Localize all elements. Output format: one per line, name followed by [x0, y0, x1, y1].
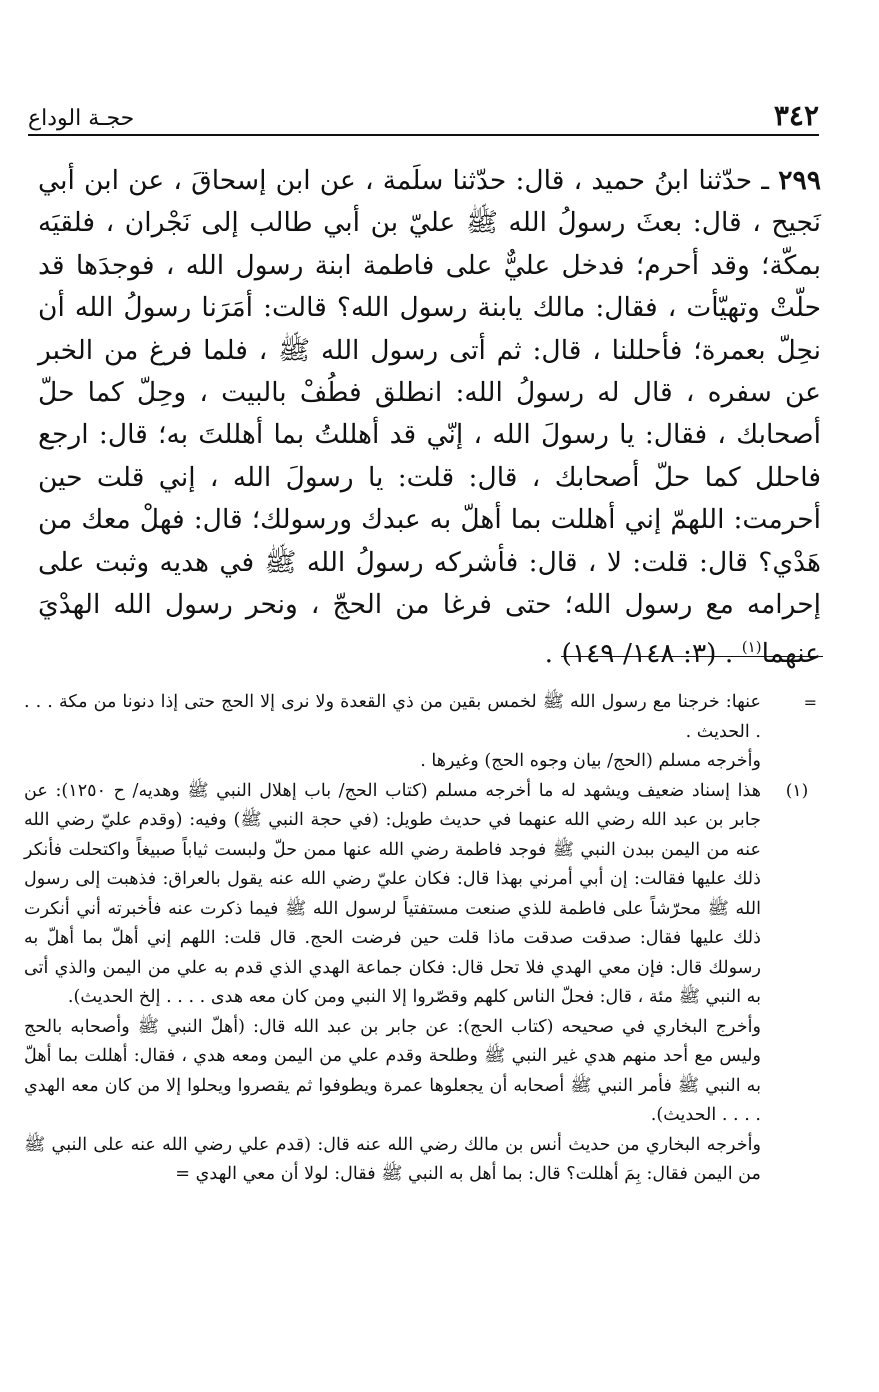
- page-number: ٣٤٢: [773, 99, 819, 132]
- running-title: حجـة الوداع: [28, 106, 135, 131]
- continuation-line: وأخرجه مسلم (الحج/ بيان وجوه الحج) وغيرها .: [420, 751, 761, 771]
- footnotes-section: [24, 688, 821, 1190]
- hadith-number: ٢٩٩: [778, 165, 821, 196]
- footnote-paragraph: وأخرجه البخاري من حديث أنس بن مالك رضي الله عنه قال: (قدم علي رضي الله عنه على النبي ﷺ من اليمن فقال: بِمَ أهللت؟ قال: بما أهل به النبي ﷺ فقال: لولا أن معي الهدي =: [24, 1134, 761, 1184]
- footnote-1: [24, 777, 821, 1190]
- hadith-body: ـ حدّثنا ابنُ حميد ، قال: حدّثنا سلَمة ، عن ابن إسحاقَ ، عن ابن أبي نَجيح ، قال: بعثَ رسولُ الله ﷺ عليّ بن أبي طالب إلى نَجْران ، فلقيَه بمكّة؛ وقد أحرم؛ فدخل عليٌّ على فاطمة ابنة رسول الله ، فوجدَها قد حلّتْ وتهيّأت ، فقال: مالك يابنة رسول الله؟ قالت: أمَرَنا رسولُ الله أن نحِلّ بعمرة؛ فأحللنا ، قال: ثم أتى رسول الله ﷺ ، فلما فرغ من الخبر عن سفره ، قال له رسولُ الله: انطلق فطُفْ بالبيت ، وحِلّ كما حلّ أصحابك ، فقال: يا رسولَ الله ، إنّي قد أهللتُ بما أهللتَ به؛ قال: ارجع فاحلل كما حلّ أصحابك ، قال: قلت: يا رسولَ الله ، إني قلت حين أحرمت: اللهمّ إني أهللت بما أهلّ به عبدك ورسولك؛ قال: فهلْ معك من هَدْي؟ قال: قلت: لا ، قال: فأشركه رسولُ الله ﷺ في هديه وثبت على إحرامه مع رسول الله؛ حتى فرغا من الحجّ ، ونحر رسول الله الهدْيَ عنهما: [38, 165, 821, 670]
- footnote-paragraph: وأخرج البخاري في صحيحه (كتاب الحج): عن جابر بن عبد الله قال: (أهلّ النبي ﷺ وأصحابه بالحج وليس مع أحد منهم هدي غير النبي ﷺ وطلحة وقدم علي من اليمن ومعه هدي ، فقال: أهللت بما أهلّ به النبي ﷺ فأمر النبي ﷺ أصحابه أن يجعلوها عمرة ويطوفوا ثم يقصروا ويحلوا إلا من كان معه الهدي . . . . الحديث).: [24, 1016, 761, 1125]
- footnote-divider: [561, 656, 823, 657]
- continuation-line: عنها: خرجنا مع رسول الله ﷺ لخمس بقين من ذي القعدة ولا نرى إلا الحج حتى إذا دنونا من مكة . . . . الحديث .: [24, 692, 761, 742]
- continuation-marker: =: [803, 693, 817, 712]
- footnote-reference: (١): [741, 638, 762, 657]
- source-reference: . (٣: ١٤٨/ ١٤٩) .: [544, 638, 734, 670]
- main-text: [38, 160, 821, 676]
- footnote-1-marker: (١): [785, 780, 809, 801]
- hadith-paragraph: [38, 160, 821, 676]
- page-header: [28, 88, 819, 136]
- footnote-paragraph: هذا إسناد ضعيف ويشهد له ما أخرجه مسلم (كتاب الحج/ باب إهلال النبي ﷺ وهديه/ ح ١٢٥٠): عن جابر بن عبد الله رضي الله عنهما في حديث طويل: (في حجة النبي ﷺ) وفيه: (وقدم عليّ رضي الله عنه من اليمن ببدن النبي ﷺ فوجد فاطمة رضي الله عنها ممن حلّ ولبست ثياباً صبيغاً واكتحلت فأنكر ذلك عليها فقالت: إن أبي أمرني بهذا قال: فكان عليّ رضي الله عنه يقول بالعراق: فذهبت إلى رسول الله ﷺ محرّشاً على فاطمة للذي صنعت مستفتياً لرسول الله ﷺ فيما ذكرت عنه فأخبرته أني أنكرت ذلك عليها فقال: صدقت صدقت ماذا قلت حين فرضت الحج. قال قلت: اللهم إني أهلّ بما أهلّ به رسولك قال: فإن معي الهدي فلا تحل قال: فكان جماعة الهدي الذي قدم به علي من اليمن والذي أتى به النبي ﷺ مئة ، قال: فحلّ الناس كلهم وقصّروا إلا النبي ومن كان معه هدى . . . . إلخ الحديث).: [24, 780, 761, 1007]
- footnote-continuation: [24, 688, 821, 777]
